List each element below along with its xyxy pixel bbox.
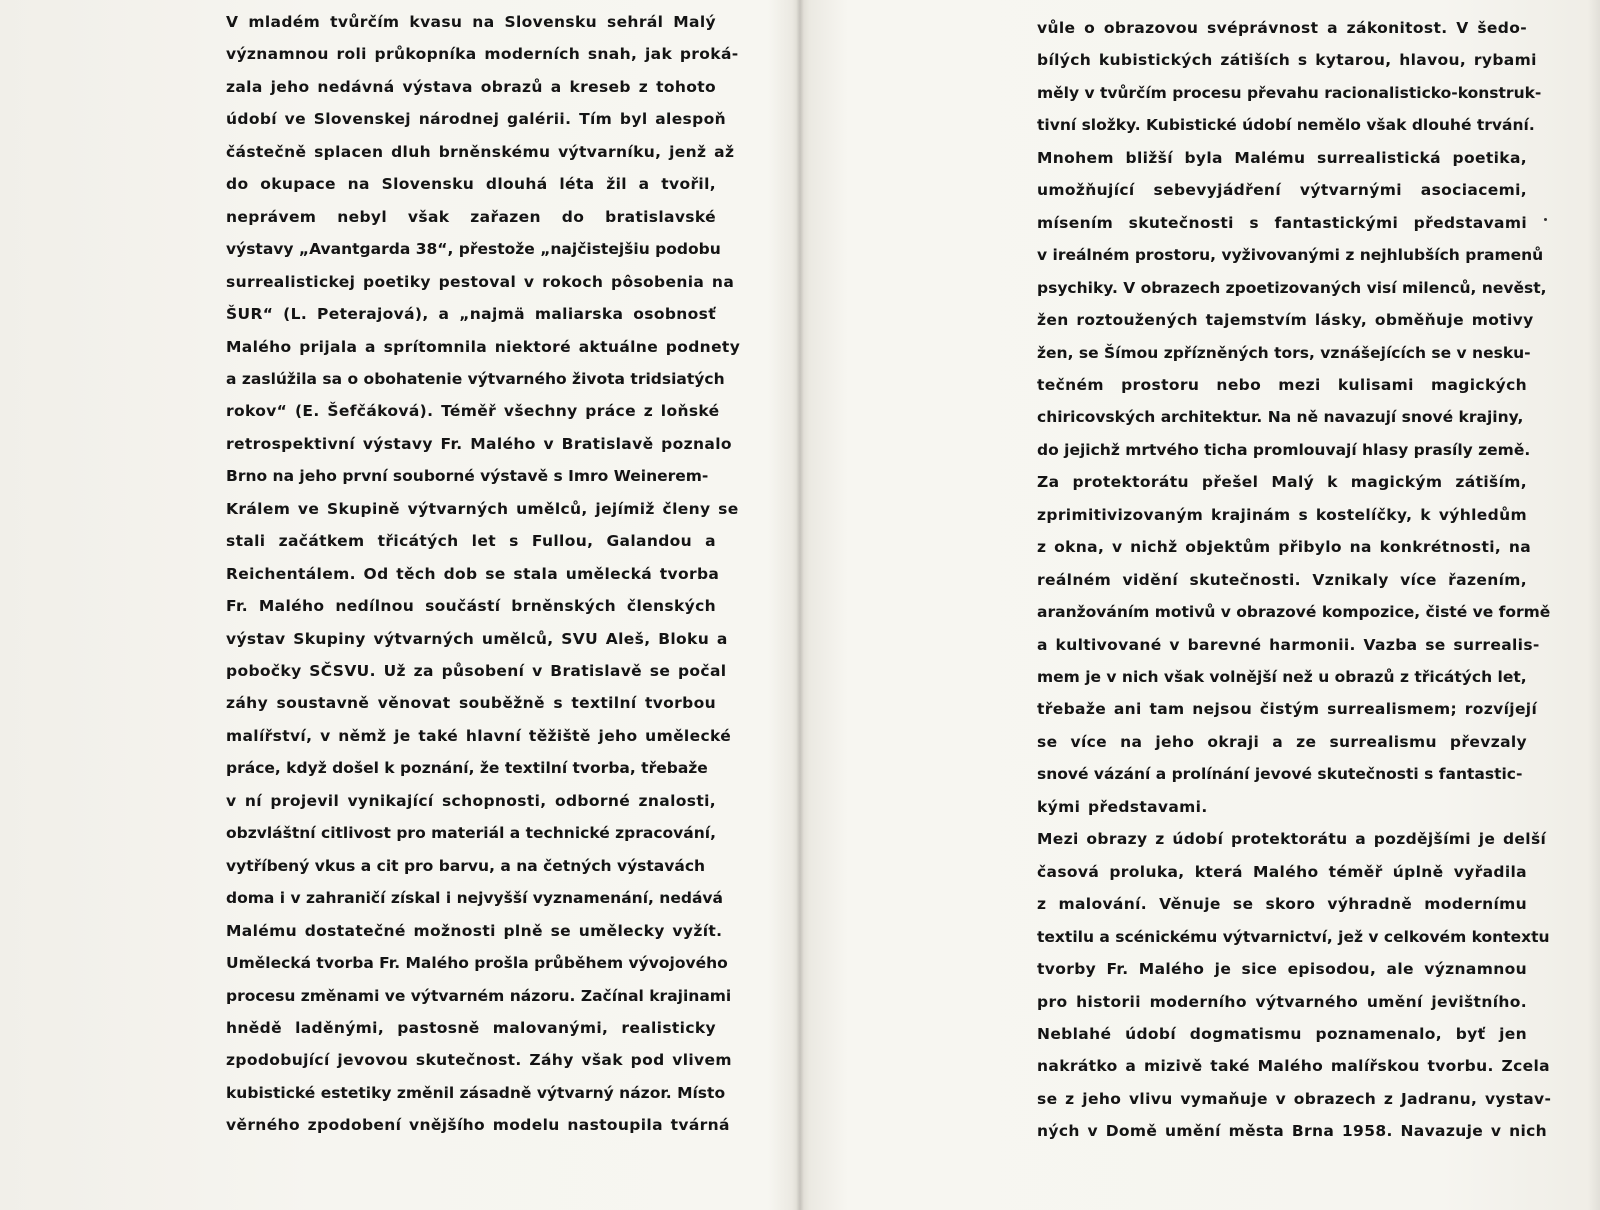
page-gutter	[796, 0, 804, 1210]
print-speck	[1544, 218, 1547, 221]
text-line: stali začátkem třicátých let s Fullou, Galandou a	[226, 532, 716, 551]
text-line: malířství, v němž je také hlavní těžiště jeho umělecké	[226, 726, 732, 745]
text-line: zala jeho nedávná výstava obrazů a kreseb z tohoto	[226, 77, 716, 96]
text-line: mem je v nich však volnější než u obrazů z třicátých let,	[1037, 668, 1527, 686]
text-line: doma i v zahraničí získal i nejvyšší vyznamenání, nedává	[226, 889, 723, 908]
text-line: z malování. Věnuje se skoro výhradně modernímu	[1037, 895, 1527, 914]
text-line: bílých kubistických zátiších s kytarou, hlavou, rybami	[1037, 51, 1537, 70]
text-line: měly v tvůrčím procesu převahu racionalisticko-konstruk-	[1037, 83, 1542, 102]
text-line: v ní projevil vynikající schopnosti, odborné znalosti,	[226, 791, 716, 810]
text-line: pobočky SČSVU. Už za působení v Bratislavě se počal	[226, 662, 727, 680]
text-line: Brno na jeho první souborné výstavě s Imro Weinerem-	[226, 467, 709, 486]
text-line: surrealistickej poetiky pestoval v rokoch pôsobenia na	[226, 272, 735, 291]
text-line: Umělecká tvorba Fr. Malého prošla průběhem vývojového	[226, 954, 728, 973]
text-line: částečně splacen dluh brněnskému výtvarníku, jenž až	[226, 142, 735, 161]
text-line: tivní složky. Kubistické údobí nemělo však dlouhé trvání.	[1037, 116, 1535, 135]
text-line: se více na jeho okraji a ze surrealismu převzaly	[1037, 732, 1527, 751]
text-line: Fr. Malého nedílnou součástí brněnských členských	[226, 597, 716, 616]
text-line: zprimitivizovaným krajinám s kostelíčky, k výhledům	[1037, 505, 1527, 524]
text-line: údobí ve Slovenskej národnej galérii. Tím byl alespoň	[226, 110, 726, 129]
text-line: z okna, v nichž objektům přibylo na konkrétnosti, na	[1037, 538, 1532, 557]
text-line: chiricovských architektur. Na ně navazují snové krajiny,	[1037, 408, 1524, 427]
text-line: Za protektorátu přešel Malý k magickým zátiším,	[1037, 473, 1527, 492]
text-line: časová proluka, která Malého téměř úplně vyřadila	[1037, 862, 1527, 881]
text-line: neprávem nebyl však zařazen do bratislavské	[226, 207, 716, 226]
text-line: obzvláštní citlivost pro materiál a technické zpracování,	[226, 824, 716, 843]
text-line: záhy soustavně věnovat souběžně s textilní tvorbou	[226, 694, 716, 713]
text-line: výstav Skupiny výtvarných umělců, SVU Aleš, Bloku a	[226, 629, 728, 648]
text-line: retrospektivní výstavy Fr. Malého v Bratislavě poznalo	[226, 434, 732, 453]
text-line: umožňující sebevyjádření výtvarnými asociacemi,	[1037, 181, 1527, 200]
text-line: věrného zpodobení vnějšího modelu nastoupila tvárná	[226, 1116, 730, 1135]
text-line: práce, když došel k poznání, že textilní tvorba, třebaže	[226, 759, 708, 778]
text-line: pro historii moderního výtvarného umění jevištního.	[1037, 992, 1527, 1011]
text-line: snové vázání a prolínání jevové skutečnosti s fantastic-	[1037, 765, 1523, 784]
text-line: V mladém tvůrčím kvasu na Slovensku sehrál Malý	[226, 13, 716, 31]
text-line: významnou roli průkopníka moderních snah, jak proká-	[226, 45, 739, 64]
text-line: procesu změnami ve výtvarném názoru. Začínal krajinami	[226, 986, 732, 1005]
text-line: kými představami.	[1037, 797, 1208, 816]
text-line: Malému dostatečné možnosti plně se umělecky vyžít.	[226, 921, 723, 940]
text-line: kubistické estetiky změnil zásadně výtvarný názor. Místo	[226, 1083, 726, 1102]
text-line: textilu a scénickému výtvarnictví, jež v celkovém kontextu	[1037, 927, 1550, 946]
text-line: Malého prijala a sprítomnila niektoré aktuálne podnety	[226, 337, 741, 356]
text-line: Králem ve Skupině výtvarných umělců, jejímiž členy se	[226, 499, 739, 518]
text-line: vytříbený vkus a cit pro barvu, a na četných výstavách	[226, 856, 706, 875]
text-line: v ireálném prostoru, vyživovanými z nejhlubších pramenů	[1037, 246, 1544, 265]
text-line: žen roztoužených tajemstvím lásky, obměňuje motivy	[1037, 311, 1534, 330]
text-line: třebaže ani tam nejsou čistým surrealismem; rozvíjejí	[1037, 700, 1538, 719]
page-edge-shadow	[1588, 0, 1600, 1210]
text-line: Reichentálem. Od těch dob se stala umělecká tvorba	[226, 564, 720, 583]
text-line: Mnohem bližší byla Malému surrealistická poetika,	[1037, 148, 1527, 167]
text-line: reálném vidění skutečnosti. Vznikaly více řazením,	[1037, 570, 1527, 589]
text-line: vůle o obrazovou svéprávnost a zákonitost. V šedo-	[1037, 19, 1527, 37]
text-line: hnědě laděnými, pastosně malovanými, realisticky	[226, 1018, 716, 1037]
text-line: tečném prostoru nebo mezi kulisami magických	[1037, 375, 1527, 394]
text-line: zpodobující jevovou skutečnost. Záhy však pod vlivem	[226, 1051, 732, 1070]
text-line: výstavy „Avantgarda 38“, přestože „najčistejšiu podobu	[226, 240, 721, 259]
text-line: žen, se Šímou zpřízněných tors, vznášejících se v nesku-	[1037, 343, 1531, 362]
text-line: psychiky. V obrazech zpoetizovaných visí milenců, nevěst,	[1037, 278, 1547, 297]
text-line: a zaslúžila sa o obohatenie výtvarného života tridsiatých	[226, 369, 725, 388]
text-line: tvorby Fr. Malého je sice episodou, ale významnou	[1037, 960, 1527, 979]
text-line: nakrátko a mizivě také Malého malířskou tvorbu. Zcela	[1037, 1057, 1550, 1076]
text-line: aranžováním motivů v obrazové kompozice, čisté ve formě	[1037, 603, 1551, 622]
text-line: do okupace na Slovensku dlouhá léta žil a tvořil,	[226, 175, 716, 194]
text-line: Mezi obrazy z údobí protektorátu a pozdějšími je delší	[1037, 830, 1547, 849]
text-line: rokov“ (E. Šefčáková). Téměř všechny práce z loňské	[226, 402, 720, 421]
text-line: do jejichž mrtvého ticha promlouvají hlasy prasíly země.	[1037, 440, 1531, 459]
text-line: se z jeho vlivu vymaňuje v obrazech z Jadranu, vystav-	[1037, 1089, 1552, 1108]
text-line: ných v Domě umění města Brna 1958. Navazuje v nich	[1037, 1122, 1548, 1141]
text-line: mísením skutečnosti s fantastickými představami	[1037, 213, 1527, 232]
text-line: Neblahé údobí dogmatismu poznamenalo, byť jen	[1037, 1024, 1527, 1043]
text-line: ŠUR“ (L. Peterajová), a „najmä maliarska osobnosť	[226, 305, 716, 324]
text-line: a kultivované v barevné harmonii. Vazba se surrealis-	[1037, 635, 1540, 654]
